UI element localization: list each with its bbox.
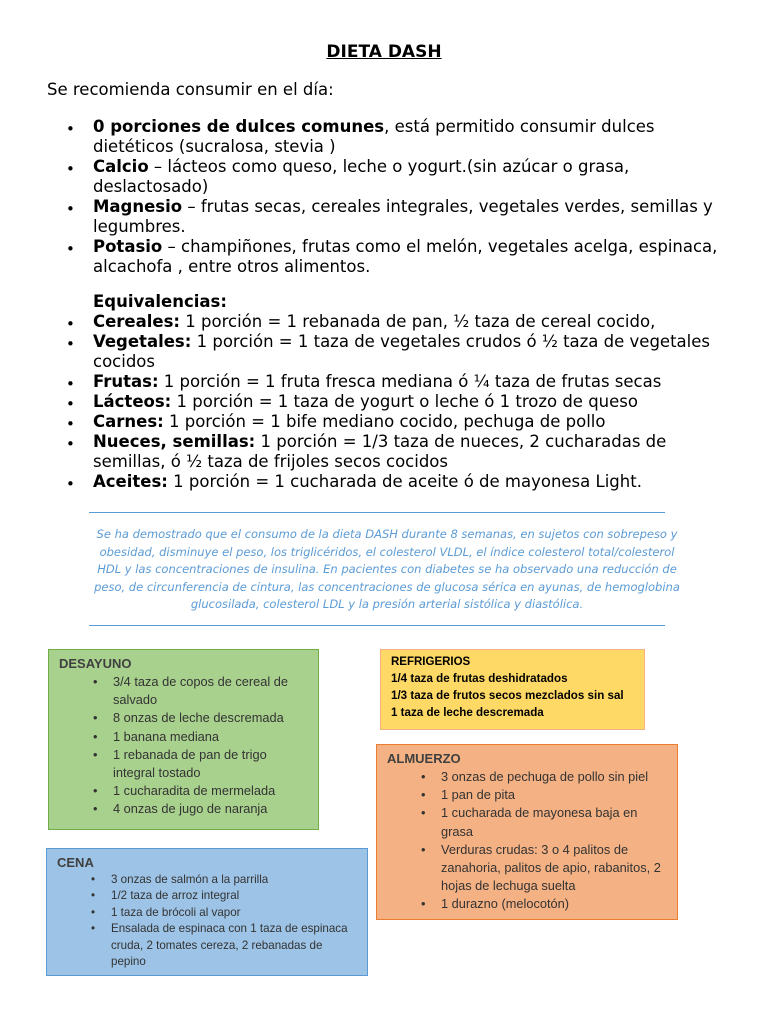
list-item: • Lácteos: 1 porción = 1 taza de yogurt o leche ó 1 trozo de queso	[66, 392, 726, 412]
list-item: • Frutas: 1 porción = 1 fruta fresca mediana ó ¼ taza de frutas secas	[66, 372, 726, 392]
cena-title: CENA	[57, 855, 94, 870]
list-item: • Vegetales: 1 porción = 1 taza de vegetales crudos ó ½ taza de vegetales cocidos	[66, 332, 726, 372]
list-item: • 1/2 taza de arroz integral	[57, 888, 359, 904]
list-item: • 3/4 taza de copos de cereal de salvado	[59, 673, 310, 709]
list-item: • 1 taza de brócoli al vapor	[57, 905, 359, 921]
list-item: • 1 pan de pita	[387, 786, 669, 804]
list-item: • 0 porciones de dulces comunes, está permitido consumir dulces dietéticos (sucralosa, stevia )	[66, 117, 726, 157]
desayuno-title: DESAYUNO	[59, 656, 132, 671]
list-item: • 1 cucharada de mayonesa baja en grasa	[387, 804, 669, 840]
list-item: • Calcio – lácteos como queso, leche o yogurt.(sin azúcar o grasa, deslactosado)	[66, 157, 726, 197]
refrigerios-title: REFRIGERIOS	[391, 656, 471, 668]
list-item: • Aceites: 1 porción = 1 cucharada de aceite ó de mayonesa Light.	[66, 472, 726, 492]
list-item: • Cereales: 1 porción = 1 rebanada de pan, ½ taza de cereal cocido,	[66, 312, 726, 332]
document-title: DIETA DASH	[326, 42, 442, 62]
study-note: Se ha demostrado que el consumo de la dieta DASH durante 8 semanas, en sujetos con sobrepeso y obesidad, disminuye el peso, los triglicéridos, el colesterol VLDL, el índice colesterol total/colesterol HDL y las concentraciones de insulina. En pacientes con diabetes se ha observado una reducción de peso, de circunferencia de cintura, las concentraciones de glucosa sérica en ayunas, de hemoglobina glucosilada, colesterol LDL y la presión arterial sistólica y diastólica.	[94, 527, 680, 611]
recommendations-list	[66, 117, 726, 277]
divider-bottom	[89, 625, 665, 626]
list-item: • 8 onzas de leche descremada	[59, 709, 310, 727]
list-item: • 1 rebanada de pan de trigo integral tostado	[59, 746, 310, 782]
list-item: • 1 cucharadita de mermelada	[59, 782, 310, 800]
divider-top	[89, 512, 665, 513]
equivalencias-heading: Equivalencias:	[93, 292, 227, 311]
almuerzo-title: ALMUERZO	[387, 751, 461, 766]
desayuno-box	[48, 649, 319, 830]
intro-text: Se recomienda consumir en el día:	[47, 80, 334, 99]
list-item: 1/4 taza de frutas deshidratados	[391, 672, 568, 685]
refrigerios-box	[380, 649, 645, 730]
equivalencias-list	[66, 312, 726, 492]
list-item: • 3 onzas de salmón a la parrilla	[57, 872, 359, 888]
almuerzo-box	[376, 744, 678, 920]
list-item: 1 taza de leche descremada	[391, 706, 544, 719]
list-item: • 3 onzas de pechuga de pollo sin piel	[387, 768, 669, 786]
list-item: • 1 durazno (melocotón)	[387, 895, 669, 913]
list-item: 1/3 taza de frutos secos mezclados sin sal	[391, 689, 624, 702]
cena-box	[46, 848, 368, 976]
list-item: • Potasio – champiñones, frutas como el melón, vegetales acelga, espinaca, alcachofa , entre otros alimentos.	[66, 237, 726, 277]
list-item: • Ensalada de espinaca con 1 taza de espinaca cruda, 2 tomates cereza, 2 rebanadas de pepino	[57, 921, 359, 970]
list-item: • Magnesio – frutas secas, cereales integrales, vegetales verdes, semillas y legumbres.	[66, 197, 726, 237]
list-item: • 1 banana mediana	[59, 728, 310, 746]
list-item: • 4 onzas de jugo de naranja	[59, 800, 310, 818]
list-item: • Verduras crudas: 3 o 4 palitos de zanahoria, palitos de apio, rabanitos, 2 hojas de lechuga suelta	[387, 841, 669, 896]
list-item: • Carnes: 1 porción = 1 bife mediano cocido, pechuga de pollo	[66, 412, 726, 432]
list-item: • Nueces, semillas: 1 porción = 1/3 taza de nueces, 2 cucharadas de semillas, ó ½ taza de frijoles secos cocidos	[66, 432, 726, 472]
